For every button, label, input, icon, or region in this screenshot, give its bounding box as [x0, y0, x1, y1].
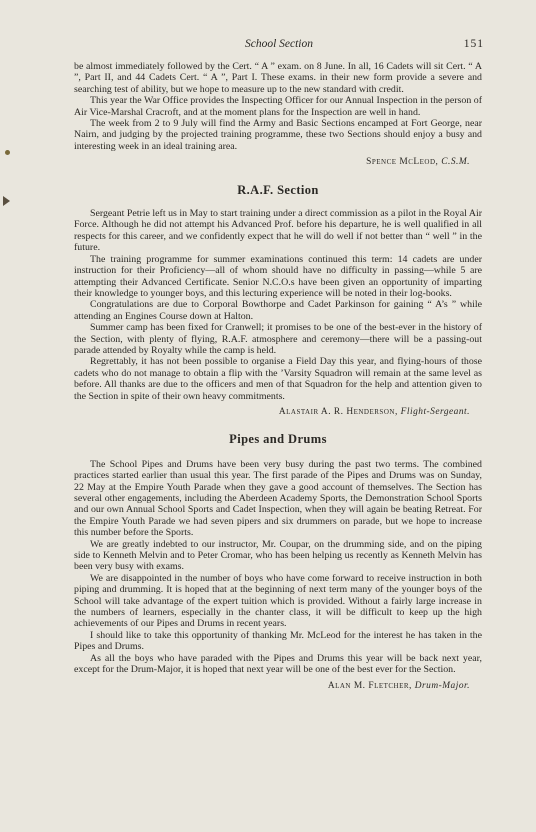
paragraph: Sergeant Petrie left us in May to start training under a direct commission as a pilot in the Royal Air Force. Although he did not attempt his Advanced Prof. before his departure, he is well qualified in all respects for this career, and we confidently expect that he will do well if not better than “ well ” in the future. [74, 208, 482, 254]
signature-name: Spence McLeod, [366, 157, 439, 168]
paragraph: The training programme for summer examinations continued this term: 14 cadets are under instruction for their Proficiency—all of whom should have no difficulty in passing—while 5 are attempting their Advanced Certificate. Senior N.C.O.s have been given an opportunity of imparting their knowledge to younger boys, and this lecturing experience will be noted in their log-books. [74, 253, 482, 299]
paragraph: Regrettably, it has not been possible to organise a Field Day this year, and flying-hours of those cadets who do not manage to obtain a flip with the ’Varsity Squadron will remain at the same level as before. All thanks are due to the officers and men of that Squadron for the help and attention given to the Section in spite of their own heavy commitments. [74, 356, 482, 402]
signature-name: Alastair A. R. Henderson, [278, 406, 398, 417]
signature [74, 157, 470, 168]
signature-rank: Flight-Sergeant. [400, 406, 470, 417]
margin-dot-mark [5, 150, 10, 155]
signature [74, 681, 470, 692]
paragraph: Summer camp has been fixed for Cranwell; it promises to be one of the best-ever in the history of the Section, with plenty of flying, R.A.F. atmosphere and ceremony—there will be a passing-out parade attended by Royalty while the camp is held. [74, 322, 482, 356]
paragraph: The week from 2 to 9 July will find the Army and Basic Sections encamped at Fort George, near Nairn, and judging by the projected training programme, these two Sections should enjoy a busy and interesting week in an ideal training area. [74, 118, 482, 152]
paragraph: We are disappointed in the number of boys who have come forward to receive instruction in both piping and drumming. It is hoped that at the beginning of next term many of the younger boys of the School will take advantage of the expert tuition which is provided. Without a fairly large increase in the numbers of learners, especially in the chanter class, it will be difficult to keep up the high achievements of our Pipes and Drums in recent years. [74, 572, 482, 630]
paragraph: We are greatly indebted to our instructor, Mr. Coupar, on the drumming side, and on the piping side to Kenneth Melvin and to Peter Cromar, who has been helping us recently as Kenneth Melvin has been very busy with exams. [74, 538, 482, 573]
paragraph: I should like to take this opportunity of thanking Mr. McLeod for the interest he has taken in the Pipes and Drums. [74, 629, 482, 653]
paragraph: Congratulations are due to Corporal Bowthorpe and Cadet Parkinson for gaining “ A’s ” while attending an Engines Course down at Halton. [74, 299, 482, 322]
signature-rank: Drum-Major. [414, 680, 470, 691]
paragraph: be almost immediately followed by the Cert. “ A ” exam. on 8 June. In all, 16 Cadets will sit Cert. “ A ”, Part II, and 44 Cadets Cert. “ A ”, Part I. These exams. in their new form provide a severe and searching test of ability, but we hope to measure up to the new standard with credit. [74, 61, 482, 95]
cadet-section-continuation [74, 61, 482, 169]
paragraph: This year the War Office provides the Inspecting Officer for our Annual Inspection in the person of Air Vice-Marshal Cracroft, and at the moment plans for the Inspection are well in hand. [74, 95, 482, 118]
signature-rank: C.S.M. [441, 157, 470, 168]
section-heading-raf: R.A.F. Section [237, 182, 319, 197]
page-header [74, 38, 484, 54]
paragraph: As all the boys who have paraded with the Pipes and Drums this year will be back next year, except for the Drum-Major, it is hoped that next year will be one of the best ever for the Section. [74, 652, 482, 676]
signature [74, 407, 470, 418]
margin-arrow-mark [3, 196, 10, 206]
raf-section [74, 208, 482, 418]
signature-name: Alan M. Fletcher, [327, 680, 412, 691]
pipes-and-drums-section [74, 459, 482, 692]
article-body [74, 61, 482, 692]
page-number: 151 [463, 38, 484, 50]
paragraph: The School Pipes and Drums have been very busy during the past two terms. The combined practices started earlier than usual this year. The first parade of the Pipes and Drums was on Sunday, 22 May at the Empire Youth Parade when they gave a good account of themselves. The Section has several other engagements, including the Aberdeen Academy Sports, the Demonstration School Sports and our own Annual School Sports and Cadet Inspection, when they will again be beating Retreat. For the Empire Youth Parade we had seven pipers and six drummers on parade, but we hope to increase this number before the Sports. [74, 458, 482, 539]
section-heading-pipes-and-drums: Pipes and Drums [229, 432, 327, 447]
running-title: School Section [244, 38, 314, 50]
